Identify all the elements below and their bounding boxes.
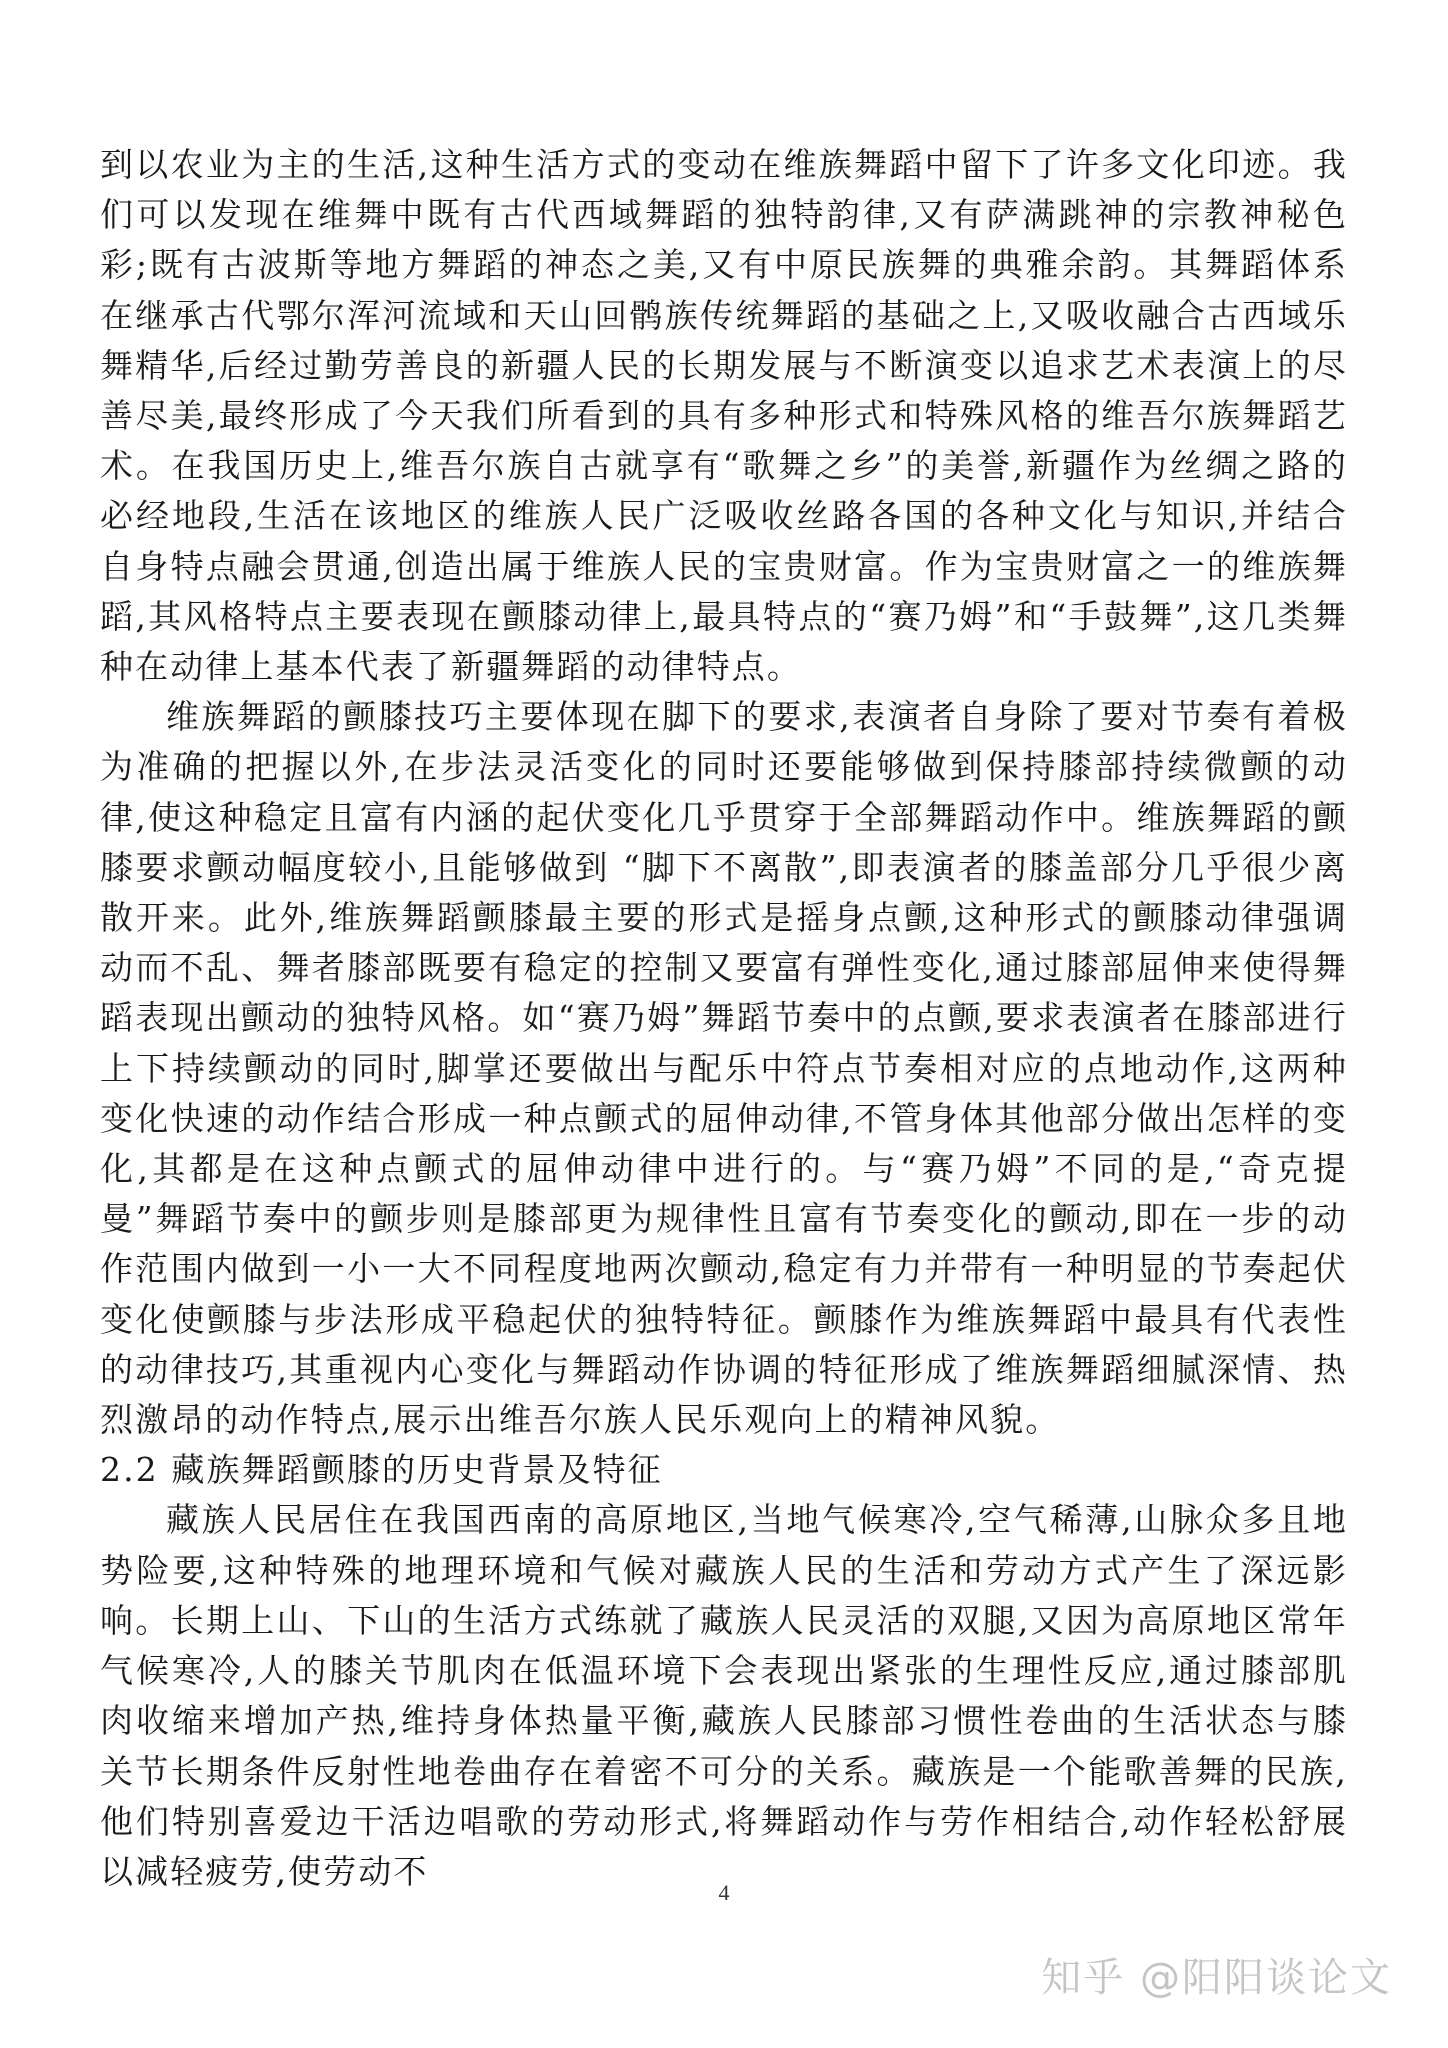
page-number: 4 (718, 1880, 730, 1905)
paragraph-3: 藏族人民居住在我国西南的高原地区,当地气候寒冷,空气稀薄,山脉众多且地势险要,这种特殊的地理环境和气候对藏族人民的生活和劳动方式产生了深远影响。长期上山、下山的生活方式练就了藏族人民灵活的双腿,又因为高原地区常年气候寒冷,人的膝关节肌肉在低温环境下会表现出紧张的生理性反应,通过膝部肌肉收缩来增加产热,维持身体热量平衡,藏族人民膝部习惯性卷曲的生活状态与膝关节长期条件反射性地卷曲存在着密不可分的关系。藏族是一个能歌善舞的民族,他们特别喜爱边干活边唱歌的劳动形式,将舞蹈动作与劳作相结合,动作轻松舒展以减轻疲劳,使劳动不 (100, 1500, 1348, 1891)
paragraph-2: 维族舞蹈的颤膝技巧主要体现在脚下的要求,表演者自身除了要对节奏有着极为准确的把握以外,在步法灵活变化的同时还要能够做到保持膝部持续微颤的动律,使这种稳定且富有内涵的起伏变化几乎贯穿于全部舞蹈动作中。维族舞蹈的颤膝要求颤动幅度较小,且能够做到 “脚下不离散”,即表演者的膝盖部分几乎很少离散开来。此外,维族舞蹈颤膝最主要的形式是摇身点颤,这种形式的颤膝动律强调动而不乱、舞者膝部既要有稳定的控制又要富有弹性变化,通过膝部屈伸来使得舞蹈表现出颤动的独特风格。如“赛乃姆”舞蹈节奏中的点颤,要求表演者在膝部进行上下持续颤动的同时,脚掌还要做出与配乐中符点节奏相对应的点地动作,这两种变化快速的动作结合形成一种点颤式的屈伸动律,不管身体其他部分做出怎样的变化,其都是在这种点颤式的屈伸动律中进行的。与“赛乃姆”不同的是,“奇克提曼”舞蹈节奏中的颤步则是膝部更为规律性且富有节奏变化的颤动,即在一步的动作范围内做到一小一大不同程度地两次颤动,稳定有力并带有一种明显的节奏起伏变化使颤膝与步法形成平稳起伏的独特特征。颤膝作为维族舞蹈中最具有代表性的动律技巧,其重视内心变化与舞蹈动作协调的特征形成了维族舞蹈细腻深情、热烈激昂的动作特点,展示出维吾尔族人民乐观向上的精神风貌。 (100, 697, 1348, 1440)
section-heading: 2.2 藏族舞蹈颤膝的历史背景及特征 (100, 1450, 663, 1490)
body-text (100, 140, 1348, 1897)
paragraph-1: 到以农业为主的生活,这种生活方式的变动在维族舞蹈中留下了许多文化印迹。我们可以发现在维舞中既有古代西域舞蹈的独特韵律,又有萨满跳神的宗教神秘色彩;既有古波斯等地方舞蹈的神态之美,又有中原民族舞的典雅余韵。其舞蹈体系在继承古代鄂尔浑河流域和天山回鹘族传统舞蹈的基础之上,又吸收融合古西域乐舞精华,后经过勤劳善良的新疆人民的长期发展与不断演变以追求艺术表演上的尽善尽美,最终形成了今天我们所看到的具有多种形式和特殊风格的维吾尔族舞蹈艺术。在我国历史上,维吾尔族自古就享有“歌舞之乡”的美誉,新疆作为丝绸之路的必经地段,生活在该地区的维族人民广泛吸收丝路各国的各种文化与知识,并结合自身特点融会贯通,创造出属于维族人民的宝贵财富。作为宝贵财富之一的维族舞蹈,其风格特点主要表现在颤膝动律上,最具特点的“赛乃姆”和“手鼓舞”,这几类舞种在动律上基本代表了新疆舞蹈的动律特点。 (100, 145, 1348, 687)
watermark: 知乎 @阳阳谈论文 (1041, 1955, 1392, 2001)
